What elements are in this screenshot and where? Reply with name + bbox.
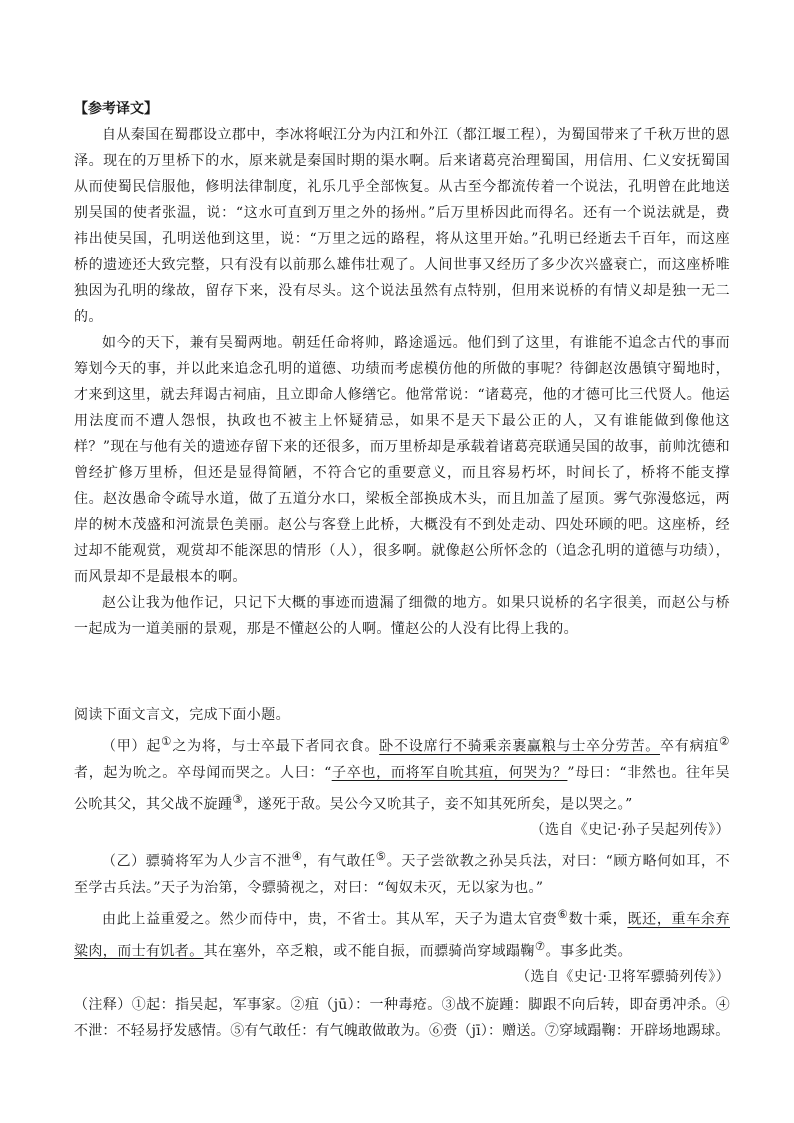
footnote-mark: ② — [719, 734, 730, 748]
passage-text: 数十乘， — [568, 911, 628, 928]
underlined-sentence: 既还，重车余弃粱肉，而士有饥者。 — [74, 911, 730, 960]
underlined-sentence: 子卒也，而将军自吮其疽，何哭为？ — [331, 764, 568, 781]
passage-text: （乙）骠骑将军为人少言不泄 — [102, 853, 292, 870]
footnote-mark: ⑤ — [375, 849, 387, 864]
document-page — [74, 96, 730, 1044]
source-citation-jia: （选自《史记·孙子吴起列传》） — [530, 822, 730, 839]
question-instruction: 阅读下面文言文，完成下面小题。 — [74, 707, 290, 723]
passage-text: 者，起为吮之。卒母闻而哭之。人曰：“ — [74, 764, 332, 781]
footnote-mark: ③ — [232, 791, 244, 806]
footnote-mark: ⑦ — [534, 938, 546, 953]
passage-text: （甲）起 — [102, 738, 162, 755]
passage-text: 卒有病疽 — [660, 738, 720, 755]
underlined-sentence: 卧不设席行不骑乘亲裹赢粮与士卒分劳苦。 — [379, 738, 661, 755]
passage-text: ，有气敢任 — [302, 853, 376, 870]
footnote-mark: ⑥ — [557, 906, 569, 921]
section-gap — [74, 642, 730, 702]
translation-heading: 【参考译文】 — [74, 101, 158, 117]
translation-paragraph-1: 自从秦国在蜀郡设立郡中，李冰将岷江分为内江和外江（都江堰工程），为蜀国带来了千秋万世的恩泽。现在的万里桥下的水，原来就是秦国时期的渠水啊。后来诸葛亮治理蜀国，用信用、仁义安抚蜀国从而使蜀民信服他，修明法律制度，礼乐几乎全部恢复。从古至今都流传着一个说法，孔明曾在此地送别吴国的使者张温，说：“这水可直到万里之外的扬州。”后万里桥因此而得名。还有一个说法就是，费祎出使吴国，孔明送他到这里，说：“万里之远的路程，将从这里开始。”孔明已经逝去千百年，而这座桥的遗迹还大致完整，只有没有以前那么雄伟壮观了。人间世事又经历了多少次兴盛衰亡，而这座桥唯独因为孔明的缘故，留存下来，没有尽头。这个说法虽然有点特别，但用来说桥的有情义却是独一无二的。 — [74, 127, 730, 325]
footnote-mark: ④ — [291, 849, 303, 864]
passage-text: 之为将，与士卒最下者同衣食。 — [172, 738, 380, 755]
source-citation-yi: （选自《史记·卫将军骠骑列传》） — [516, 969, 730, 986]
translation-paragraph-2: 如今的天下，兼有吴蜀两地。朝廷任命将帅，路途遥远。他们到了这里，有谁能不追念古代的事而筹划今天的事，并以此来追念孔明的道德、功绩而考虑模仿他的所做的事呢？待御赵汝愚镇守蜀地时，才来到这里，就去拜谒古祠庙，且立即命人修缮它。他常常说：“诸葛亮，他的才德可比三代贤人。他运用法度而不遭人怨恨，执政也不被主上怀疑猜忌，如果不是天下最公正的人，又有谁能做到像他这样？”现在与他有关的遗迹存留下来的还很多，而万里桥却是承载着诸葛亮联通吴国的故事，前帅沈德和曾经扩修万里桥，但还是显得简陋，不符合它的重要意义，而且容易朽坏，时间长了，桥将不能支撑住。赵汝愚命令疏导水道，做了五道分水口，梁板全部换成木头，而且加盖了屋顶。雾气弥漫悠远，两岸的树木茂盛和河流景色美丽。赵公与客登上此桥，大概没有不到处走动、四处环顾的吧。这座桥，经过却不能观赏，观赏却不能深思的情形（人），很多啊。就像赵公所怀念的（追念孔明的道德与功绩），而风景却不是最根本的啊。 — [74, 335, 730, 585]
passage-text: 由此上益重爱之。然少而侍中，贵，不省士。其从军，天子为遣太官赍 — [102, 911, 558, 928]
passage-jia — [74, 728, 730, 817]
passage-text: ，遂死于敌。吴公今又吮其子，妾不知其死所矣，是以哭之。” — [243, 796, 633, 813]
passage-yi-paragraph-2 — [74, 901, 730, 964]
passage-text: 。事多此类。 — [545, 943, 633, 960]
annotation-notes: （注释）①起：指吴起，军事家。②疽（jū）：一种毒疮。③战不旋踵：脚跟不向后转，即奋勇冲杀。④不泄：不轻易抒发感情。⑤有气敢任：有气魄敢做敢为。⑥赍（jī）：赠送。⑦穿域蹋鞠：开辟场地踢球。 — [74, 997, 730, 1040]
passage-text: ”母曰：“非然也。往年吴公吮其父，其父战不旋踵 — [74, 764, 730, 813]
translation-paragraph-3: 赵公让我为他作记，只记下大概的事迹而遗漏了细微的地方。如果只说桥的名字很美，而赵公与桥一起成为一道美丽的景观，那是不懂赵公的人啊。懂赵公的人没有比得上我的。 — [74, 595, 730, 637]
passage-text: 其在塞外，卒乏粮，或不能自振，而骠骑尚穿域蹋鞠 — [203, 943, 535, 960]
passage-yi — [74, 843, 730, 901]
passage-text: 。天子尝欲教之孙吴兵法，对曰：“顾方略何如耳，不至学古兵法。”天子为治第，令骠骑视之，对曰：“匈奴未灭，无以家为也。” — [74, 853, 730, 896]
footnote-mark: ① — [161, 734, 173, 748]
